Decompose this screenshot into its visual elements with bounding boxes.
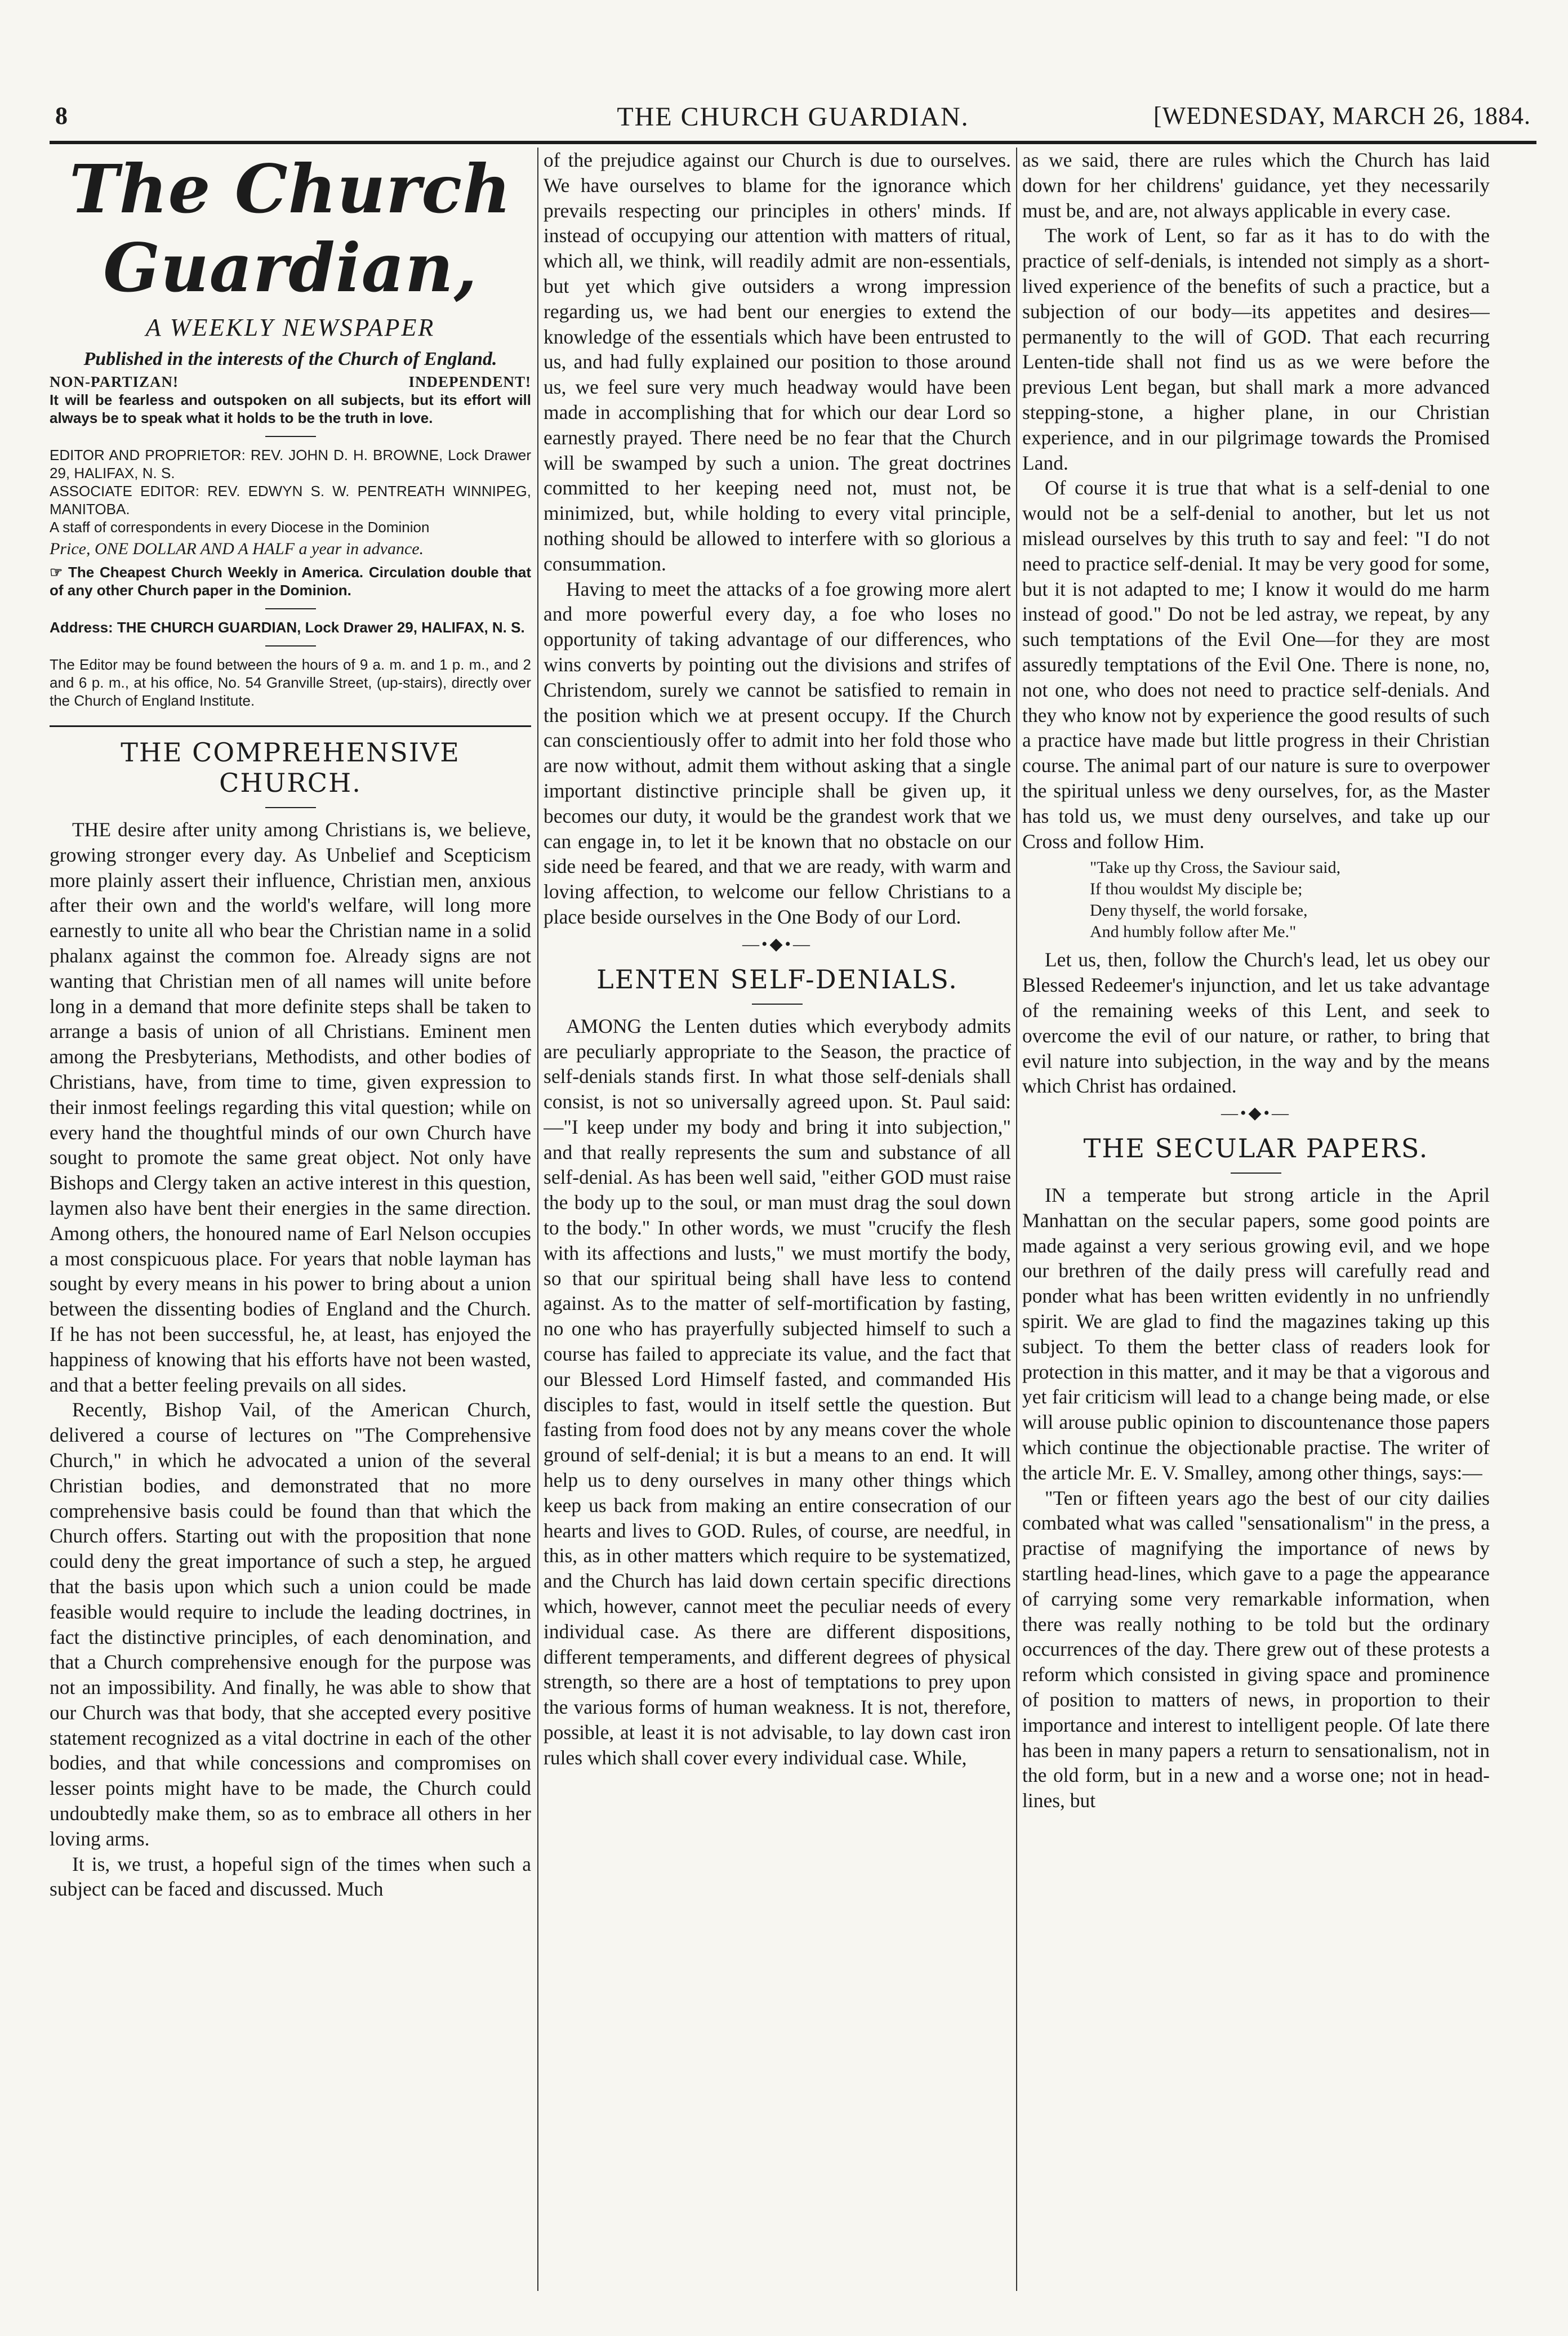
article-paragraph: as we said, there are rules which the Church has laid down for her childrens' guidance, yet they necessarily must be, and are, not always applicable in every case. bbox=[1022, 149, 1490, 222]
price-info: Price, ONE DOLLAR AND A HALF a year in advance. bbox=[50, 540, 424, 558]
masthead-policy bbox=[50, 373, 531, 391]
article-paragraph: Let us, then, follow the Church's lead, let us obey our Blessed Redeemer's injunction, and let us take advantage of the remaining weeks of this Lent, and seek to overcome the evil of our nature, or rather, to bring that evil nature into subjection, in the way and by the means which Christ has ordained. bbox=[1022, 948, 1490, 1098]
article-heading-lenten-self-denials: LENTEN SELF-DENIALS. bbox=[596, 964, 958, 995]
article-paragraph: "Ten or fifteen years ago the best of our city dailies combated what was called "sensationalism" in the press, a practise of magnifying the importance of news by startling head-lines, which gave to a page the appearance of carrying some very remarkable information, when there was really nothing to be told but the ordinary occurrences of the day. There grew out of these protests a reform which consisted in giving space and prominence of position to matters of news, in proportion to their importance and interest to intelligent people. Of late there has been in many papers a return to sensationalism, not in the old form, but in a new and a worse one; not in head-lines, but bbox=[1022, 1486, 1490, 1812]
article-paragraph: IN a temperate but strong article in the April Manhattan on the secular papers, some good points are made against a very serious growing evil, and we hope our brethren of the daily press will carefully read and ponder what has been written evidently in no unfriendly spirit. We are glad to find the magazines taking up this subject. To them the better class of readers look for protection in this matter, and it may be that a vigorous and yet fair criticism will lead to a change being made, or else will arouse public opinion to discountenance those papers which continue the objectionable practise. The writer of the article Mr. E. V. Smalley, among other things, says:— bbox=[1022, 1184, 1490, 1484]
issue-date: [WEDNESDAY, MARCH 26, 1884. bbox=[1153, 102, 1531, 130]
circulation-info: ☞ The Cheapest Church Weekly in America. Circulation double that of any other Church paper in the Dominion. bbox=[50, 564, 531, 599]
independent-label: INDEPENDENT! bbox=[408, 373, 531, 390]
short-rule bbox=[265, 608, 316, 609]
masthead-published: Published in the interests of the Church of England. bbox=[83, 349, 497, 369]
article-paragraph: of the prejudice against our Church is due to ourselves. We have ourselves to blame for the ignorance which prevails respecting our principles in others' minds. If instead of occupying our attention with matters of ritual, which all, we think, will readily admit are non-essentials, but yet which give outsiders a wrong impression regarding us, we had bent our energies to extend the knowledge of the essentials which have been entrusted to us, and had fully explained our position to those around us, we feel sure very much headway would have been made in accomplishing that for which our dear Lord so earnestly prayed. There need be no fear that the Church will be swamped by such a union. The great doctrines committed to her keeping need not, must not, be minimized, but, while holding to every vital principle, nothing should be allowed to interfere with so glorious a consummation. bbox=[544, 149, 1011, 575]
article-paragraph: AMONG the Lenten duties which everybody admits are peculiarly appropriate to the Season, the practice of self-denials stands first. In what those self-denials shall consist, is not so universally agreed upon. St. Paul said:—"I keep under my body and bring it into subjection," and that really represents the sum and substance of all self-denial. As has been well said, "either GOD must raise the body up to the soul, or man must drag the soul down to the body." In other words, we must "crucify the flesh with its affections and lusts," we must mortify the body, so that our spiritual being shall have less to contend against. As to the matter of self-mortification by fasting, no one who has prayerfully subjected himself to such a course has failed to appreciate its value, and the fact that our Blessed Lord Himself fasted, and commanded His disciples to fast, would in itself settle the question. But fasting from food does not by any means cover the whole ground of self-denial; it is but a means to an end. It will help us to deny ourselves in many other things which keep us back from making an entire consecration of our hearts and lives to GOD. Rules, of course, are needful, in this, as in other matters which require to be systematized, and the Church has laid down certain specific directions which, however, cannot meet the peculiar needs of every individual case. As there are different dispositions, different temperaments, and different degrees of physical strength, so there are a host of temptations to prey upon the various forms of human weakness. It is not, therefore, possible, at least it is not advisable, to lay down cast iron rules which shall cover every individual case. While, bbox=[544, 1014, 1011, 1769]
page-number: 8 bbox=[55, 102, 68, 130]
associate-editor-info: ASSOCIATE EDITOR: REV. EDWYN S. W. PENTREATH WINNIPEG, MANITOBA. bbox=[50, 483, 531, 518]
editor-info: EDITOR AND PROPRIETOR: REV. JOHN D. H. BROWNE, Lock Drawer 29, HALIFAX, N. S. bbox=[50, 447, 531, 482]
section-ornament: —•◆•— bbox=[1220, 1104, 1291, 1123]
office-hours-info: The Editor may be found between the hours of 9 a. m. and 1 p. m., and 2 and 6 p. m., at his office, No. 54 Granville Street, (up-stairs), directly over the Church of England Institute. bbox=[50, 656, 531, 709]
article-heading-secular-papers: THE SECULAR PAPERS. bbox=[1083, 1133, 1429, 1164]
staff-info: A staff of correspondents in every Diocese in the Dominion bbox=[50, 519, 430, 536]
short-rule bbox=[265, 807, 316, 808]
article-heading-comprehensive-church: THE COMPREHENSIVE CHURCH. bbox=[121, 737, 460, 798]
hymn-line: If thou wouldst My disciple be; bbox=[1090, 880, 1303, 899]
column-divider bbox=[1016, 148, 1017, 2291]
address-info: Address: THE CHURCH GUARDIAN, Lock Drawer 29, HALIFAX, N. S. bbox=[50, 619, 525, 636]
column-divider bbox=[537, 148, 538, 2291]
short-rule bbox=[752, 1004, 803, 1005]
masthead-subtitle: A WEEKLY NEWSPAPER bbox=[145, 314, 435, 341]
section-rule bbox=[50, 725, 531, 727]
article-paragraph: Having to meet the attacks of a foe growing more alert and more powerful every day, a foe who loses no opportunity of taking advantage of our differences, who wins converts by pointing out the divisions and strifes of Christendom, surely we cannot be satisfied to remain in the position which we at present occupy. If the Church can conscientiously offer to admit into her fold those who are now without, admit them without asking that a single important distinctive principle shall be given up, it becomes our duty, it would be the grandest work that we can engage in, to let it be known that no obstacle on our side need be feared, and that we are ready, with warm and loving affection, to welcome our fellow Christians to a place beside ourselves in the One Body of our Lord. bbox=[544, 577, 1011, 928]
column-2 bbox=[544, 148, 1011, 2291]
article-paragraph: The work of Lent, so far as it has to do with the practice of self-denials, is intended not simply as a short-lived experience of the benefits of such a practice, but a subjection of our body—its appetites and desires—permanently to the will of GOD. That each recurring Lenten-tide shall not find us as we were before the previous Lent began, but shall mark a more advanced stepping-stone, a higher plane, in our Christian experience, and in our pilgrimage towards the Promised Land. bbox=[1022, 224, 1490, 474]
masthead-motto: It will be fearless and outspoken on all subjects, but its effort will always be to speak what it holds to be the truth in love. bbox=[50, 391, 531, 426]
hymn-line: And humbly follow after Me." bbox=[1090, 922, 1297, 942]
column-3 bbox=[1022, 148, 1490, 2291]
hymn-quote bbox=[1090, 857, 1490, 943]
short-rule bbox=[1231, 1173, 1281, 1174]
newspaper-title: THE CHURCH GUARDIAN. bbox=[617, 102, 969, 132]
article-paragraph: Recently, Bishop Vail, of the American Church, delivered a course of lectures on "The Comprehensive Church," in which he advocated a union of the several Christian bodies, and demonstrated that no more comprehensive basis could be found than that which the Church offers. Starting out with the proposition that none could deny the great importance of such a step, he argued that the basis upon which such a union could be made feasible would require to include the leading doctrines, in fact the distinctive principles, of each denomination, and that a Church comprehensive enough for the purpose was not an impossibility. And finally, he was able to show that our Church was that body, that she accepted every positive statement recognized as a vital doctrine in each of the other bodies, and that while concessions and compromises on lesser points might have to be made, the Church could undoubtedly make them, so as to embrace all others in her loving arms. bbox=[50, 1398, 531, 1850]
article-paragraph: THE desire after unity among Christians is, we believe, growing stronger every day. As Unbelief and Scepticism more plainly assert their influence, Christian men, anxious after their own and the world's welfare, will long more earnestly to unite all who bear the Christian name in a solid phalanx against the common foe. Already signs are not wanting that Christian men of all names will unite before long in a demand that more definite steps shall be taken to arrange a basis of union of all Christians. Eminent men among the Presbyterians, Methodists, and other bodies of Christians, have, from time to time, given expression to their inmost feelings regarding this vital question; while on every hand the thoughtful minds of our own Church have sought to promote the same great object. Not only have Bishops and Clergy taken an active interest in this question, laymen also have bent their energies in the same direction. Among others, the honoured name of Earl Nelson occupies a most conspicuous place. For years that noble layman has sought by every means in his power to bring about a union between the dissenting bodies of England and the Church. If he has not been successful, he, at least, has enjoyed the happiness of knowing that his efforts have not been wasted, and that a better feeling prevails on all sides. bbox=[50, 818, 531, 1396]
hymn-line: Deny thyself, the world forsake, bbox=[1090, 901, 1308, 920]
nonpartizan-label: NON-PARTIZAN! bbox=[50, 373, 179, 390]
column-1 bbox=[50, 148, 531, 2291]
article-paragraph: It is, we trust, a hopeful sign of the times when such a subject can be faced and discussed. Much bbox=[50, 1852, 531, 1901]
section-ornament: —•◆•— bbox=[742, 934, 813, 953]
masthead-title: The Church Guardian, bbox=[69, 150, 512, 307]
running-head bbox=[50, 96, 1536, 144]
short-rule bbox=[265, 436, 316, 437]
hymn-line: "Take up thy Cross, the Saviour said, bbox=[1090, 858, 1341, 877]
article-paragraph: Of course it is true that what is a self-denial to one would not be a self-denial to another, but let us not mislead ourselves by this truth to say and feel: "I do not need to practice self-denial. It may be very good for some, but it is not adapted to me; I know it would do me harm instead of good." Do not be led astray, we repeat, by any such temptations of the Evil One—for they are most assuredly temptations of the Evil One. There is none, no, not one, who does not need to practice self-denials. And they who know not by experience the good results of such a practice have made but little progress in their Christian course. The animal part of our nature is sure to overpower the spiritual unless we deny ourselves, for, as the Master has told us, we must deny ourselves, and take up our Cross and follow Him. bbox=[1022, 476, 1490, 853]
short-rule bbox=[265, 645, 316, 647]
